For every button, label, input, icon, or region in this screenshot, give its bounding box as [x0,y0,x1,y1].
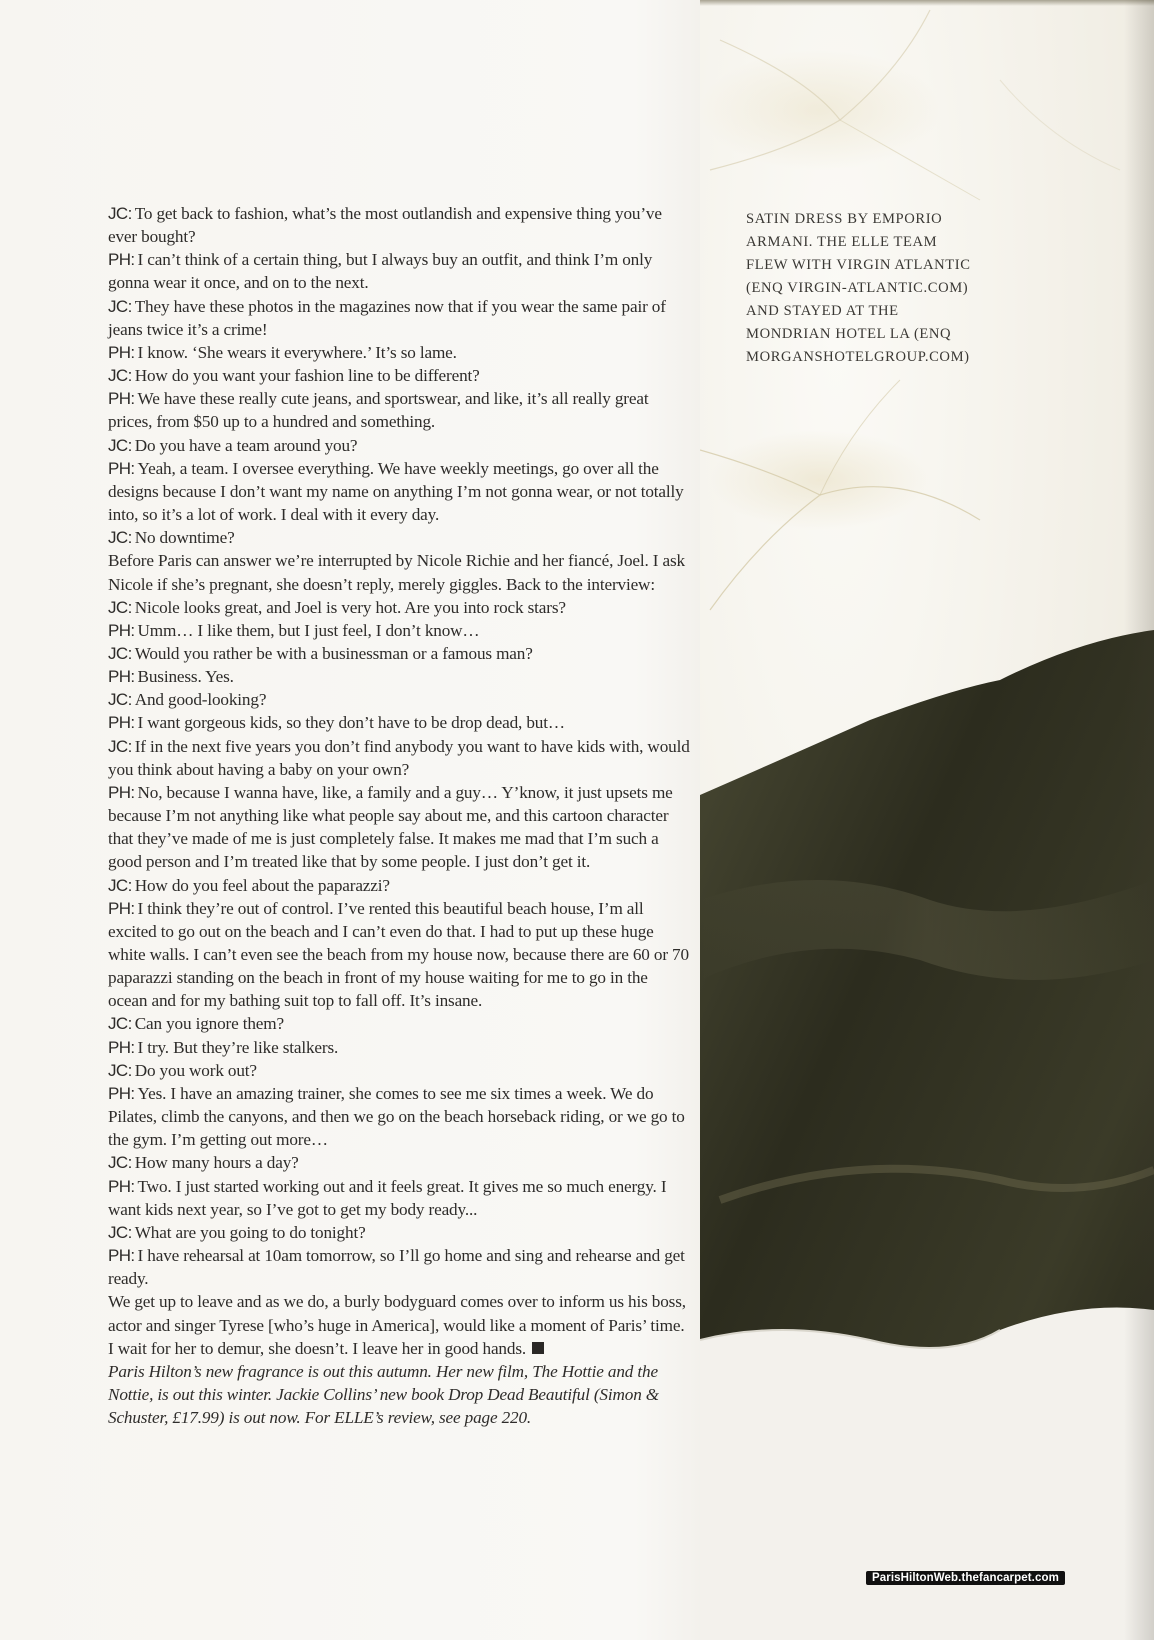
speaker-label: JC: [108,736,132,756]
paragraph-text: What are you going to do tonight? [134,1222,366,1242]
page-spine-shadow [1124,0,1154,1640]
interview-paragraph [108,596,690,619]
paragraph-text: Yeah, a team. I oversee everything. We have weekly meetings, go over all the designs because I don’t want my name on anything I’m not gonna wear, or not totally into, so it’s a lot of work. I deal with it every day. [108,458,684,525]
paragraph-text: Two. I just started working out and it feels great. It gives me so much energy. I want kids next year, so I’ve got to get my body ready... [108,1176,667,1219]
speaker-label: JC: [108,296,132,316]
paragraph-text: I want gorgeous kids, so they don’t have to be drop dead, but… [137,713,565,733]
interview-paragraph [108,364,690,387]
paragraph-text: No downtime? [134,528,235,548]
interview-paragraph [108,735,690,781]
paragraph-text: Can you ignore them? [134,1014,284,1034]
caption-line: MORGANSHOTELGROUP.COM) [746,349,970,365]
interview-paragraph [108,874,690,897]
speaker-label: JC: [108,435,132,455]
interview-paragraph [108,1082,690,1151]
paragraph-text: Before Paris can answer we’re interrupted by Nicole Richie and her fiancé, Joel. I ask Nicole if she’s pregnant, she doesn’t reply, merely giggles. Back to the interview: [108,551,685,594]
speaker-label: PH: [108,713,135,733]
end-square-icon [532,1342,544,1354]
speaker-label: JC: [108,366,132,386]
paragraph-text: Business. Yes. [137,667,234,687]
speaker-label: PH: [108,620,135,640]
paragraph-text: We have these really cute jeans, and sportswear, and like, it’s all really great prices, from $50 up to a hundred and something. [108,389,649,432]
speaker-label: JC: [108,528,132,548]
speaker-label: PH: [108,1246,135,1266]
interview-paragraph [108,1059,690,1082]
interview-paragraph [108,549,690,595]
watermark: ParisHiltonWeb.thefancarpet.com [866,1571,1065,1585]
speaker-label: PH: [108,250,135,270]
caption-line: MONDRIAN HOTEL LA (ENQ [746,326,952,342]
paragraph-text: I think they’re out of control. I’ve rented this beautiful beach house, I’m all excited to go out on the beach and I can’t even do that. I had to put up these huge white walls. I can’t even see the beach from my house now, because there are 60 or 70 paparazzi standing on the beach in front of my house waiting for me to go in the ocean and for my bathing suit top to fall off. It’s insane. [108,898,689,1011]
paragraph-text: I know. ‘She wears it everywhere.’ It’s so lame. [137,342,457,362]
speaker-label: JC: [108,1060,132,1080]
photo-caption [746,208,1006,369]
interview-paragraph [108,1151,690,1174]
paragraph-text: Would you rather be with a businessman or a famous man? [134,643,533,663]
paragraph-text: How do you want your fashion line to be different? [134,366,480,386]
caption-line: SATIN DRESS BY EMPORIO [746,211,943,227]
interview-paragraph [108,1036,690,1059]
interview-paragraph [108,1244,690,1290]
interview-paragraph [108,341,690,364]
speaker-label: JC: [108,643,132,663]
speaker-label: PH: [108,342,135,362]
caption-line: (ENQ VIRGIN-ATLANTIC.COM) [746,280,969,296]
interview-paragraph [108,665,690,688]
paragraph-text: How do you feel about the paparazzi? [134,875,390,895]
interview-paragraph [108,897,690,1013]
caption-line: FLEW WITH VIRGIN ATLANTIC [746,257,971,273]
speaker-label: PH: [108,898,135,918]
page-edge [700,0,1154,6]
paragraph-text: No, because I wanna have, like, a family and a guy… Y’know, it just upsets me because I’m not anything like what people say about me, and this cartoon character that they’ve made of me is just completely false. It makes me mad that I’m such a good person and I’m treated like that by some people. I just don’t get it. [108,782,673,872]
paragraph-text: I try. But they’re like stalkers. [137,1037,339,1057]
speaker-label: PH: [108,1176,135,1196]
interview-paragraph [108,1175,690,1221]
interview-paragraph [108,711,690,734]
caption-line: ARMANI. THE ELLE TEAM [746,234,938,250]
interview-paragraph [108,526,690,549]
interview-text [108,202,690,1429]
interview-paragraph [108,642,690,665]
paragraph-text: To get back to fashion, what’s the most outlandish and expensive thing you’ve ever bought? [108,204,662,247]
interview-paragraph [108,387,690,433]
speaker-label: PH: [108,458,135,478]
speaker-label: PH: [108,667,135,687]
speaker-label: PH: [108,389,135,409]
paragraph-text: If in the next five years you don’t find anybody you want to have kids with, would you think about having a baby on your own? [108,736,690,779]
speaker-label: PH: [108,1037,135,1057]
paragraph-text: We get up to leave and as we do, a burly bodyguard comes over to inform us his boss, actor and singer Tyrese [who’s huge in America], would like a moment of Paris’ time. I wait for her to demur, she doesn’t. I leave her in good hands. [108,1292,686,1358]
interview-paragraph [108,1012,690,1035]
paragraph-text: How many hours a day? [134,1153,299,1173]
interview-paragraph [108,202,690,248]
speaker-label: JC: [108,875,132,895]
speaker-label: PH: [108,1083,135,1103]
paragraph-text: I have rehearsal at 10am tomorrow, so I’ll go home and sing and rehearse and get ready. [108,1246,685,1289]
interview-paragraph [108,781,690,874]
interview-paragraph [108,457,690,526]
speaker-label: JC: [108,1222,132,1242]
speaker-label: JC: [108,690,132,710]
speaker-label: JC: [108,1153,132,1173]
interview-paragraph [108,434,690,457]
paragraph-text: They have these photos in the magazines now that if you wear the same pair of jeans twice it’s a crime! [108,296,666,339]
paragraph-text: I can’t think of a certain thing, but I always buy an outfit, and think I’m only gonna wear it once, and on to the next. [108,250,653,293]
speaker-label: PH: [108,782,135,802]
speaker-label: JC: [108,1014,132,1034]
speaker-label: JC: [108,204,132,223]
paragraph-text: Yes. I have an amazing trainer, she comes to see me six times a week. We do Pilates, climb the canyons, and then we go on the beach horseback riding, or we go to the gym. I’m getting out more… [108,1083,685,1150]
interview-paragraph [108,295,690,341]
interview-paragraph [108,688,690,711]
paragraph-text: Do you have a team around you? [134,435,358,455]
speaker-label: JC: [108,597,132,617]
paragraph-text: Do you work out? [134,1060,257,1080]
paragraph-text: And good-looking? [134,690,267,710]
interview-paragraph [108,1290,690,1359]
interview-paragraph [108,1221,690,1244]
interview-paragraph [108,248,690,294]
credits-note: Paris Hilton’s new fragrance is out this autumn. Her new film, The Hottie and the Nottie, is out this winter. Jackie Collins’ new book Drop Dead Beautiful (Simon & Schuster, £17.99) is out now. For ELLE’s review, see page 220. [108,1361,660,1428]
paragraph-text: Umm… I like them, but I just feel, I don’t know… [137,620,480,640]
interview-paragraph [108,619,690,642]
paragraph-text: Nicole looks great, and Joel is very hot. Are you into rock stars? [134,597,566,617]
caption-line: AND STAYED AT THE [746,303,899,319]
